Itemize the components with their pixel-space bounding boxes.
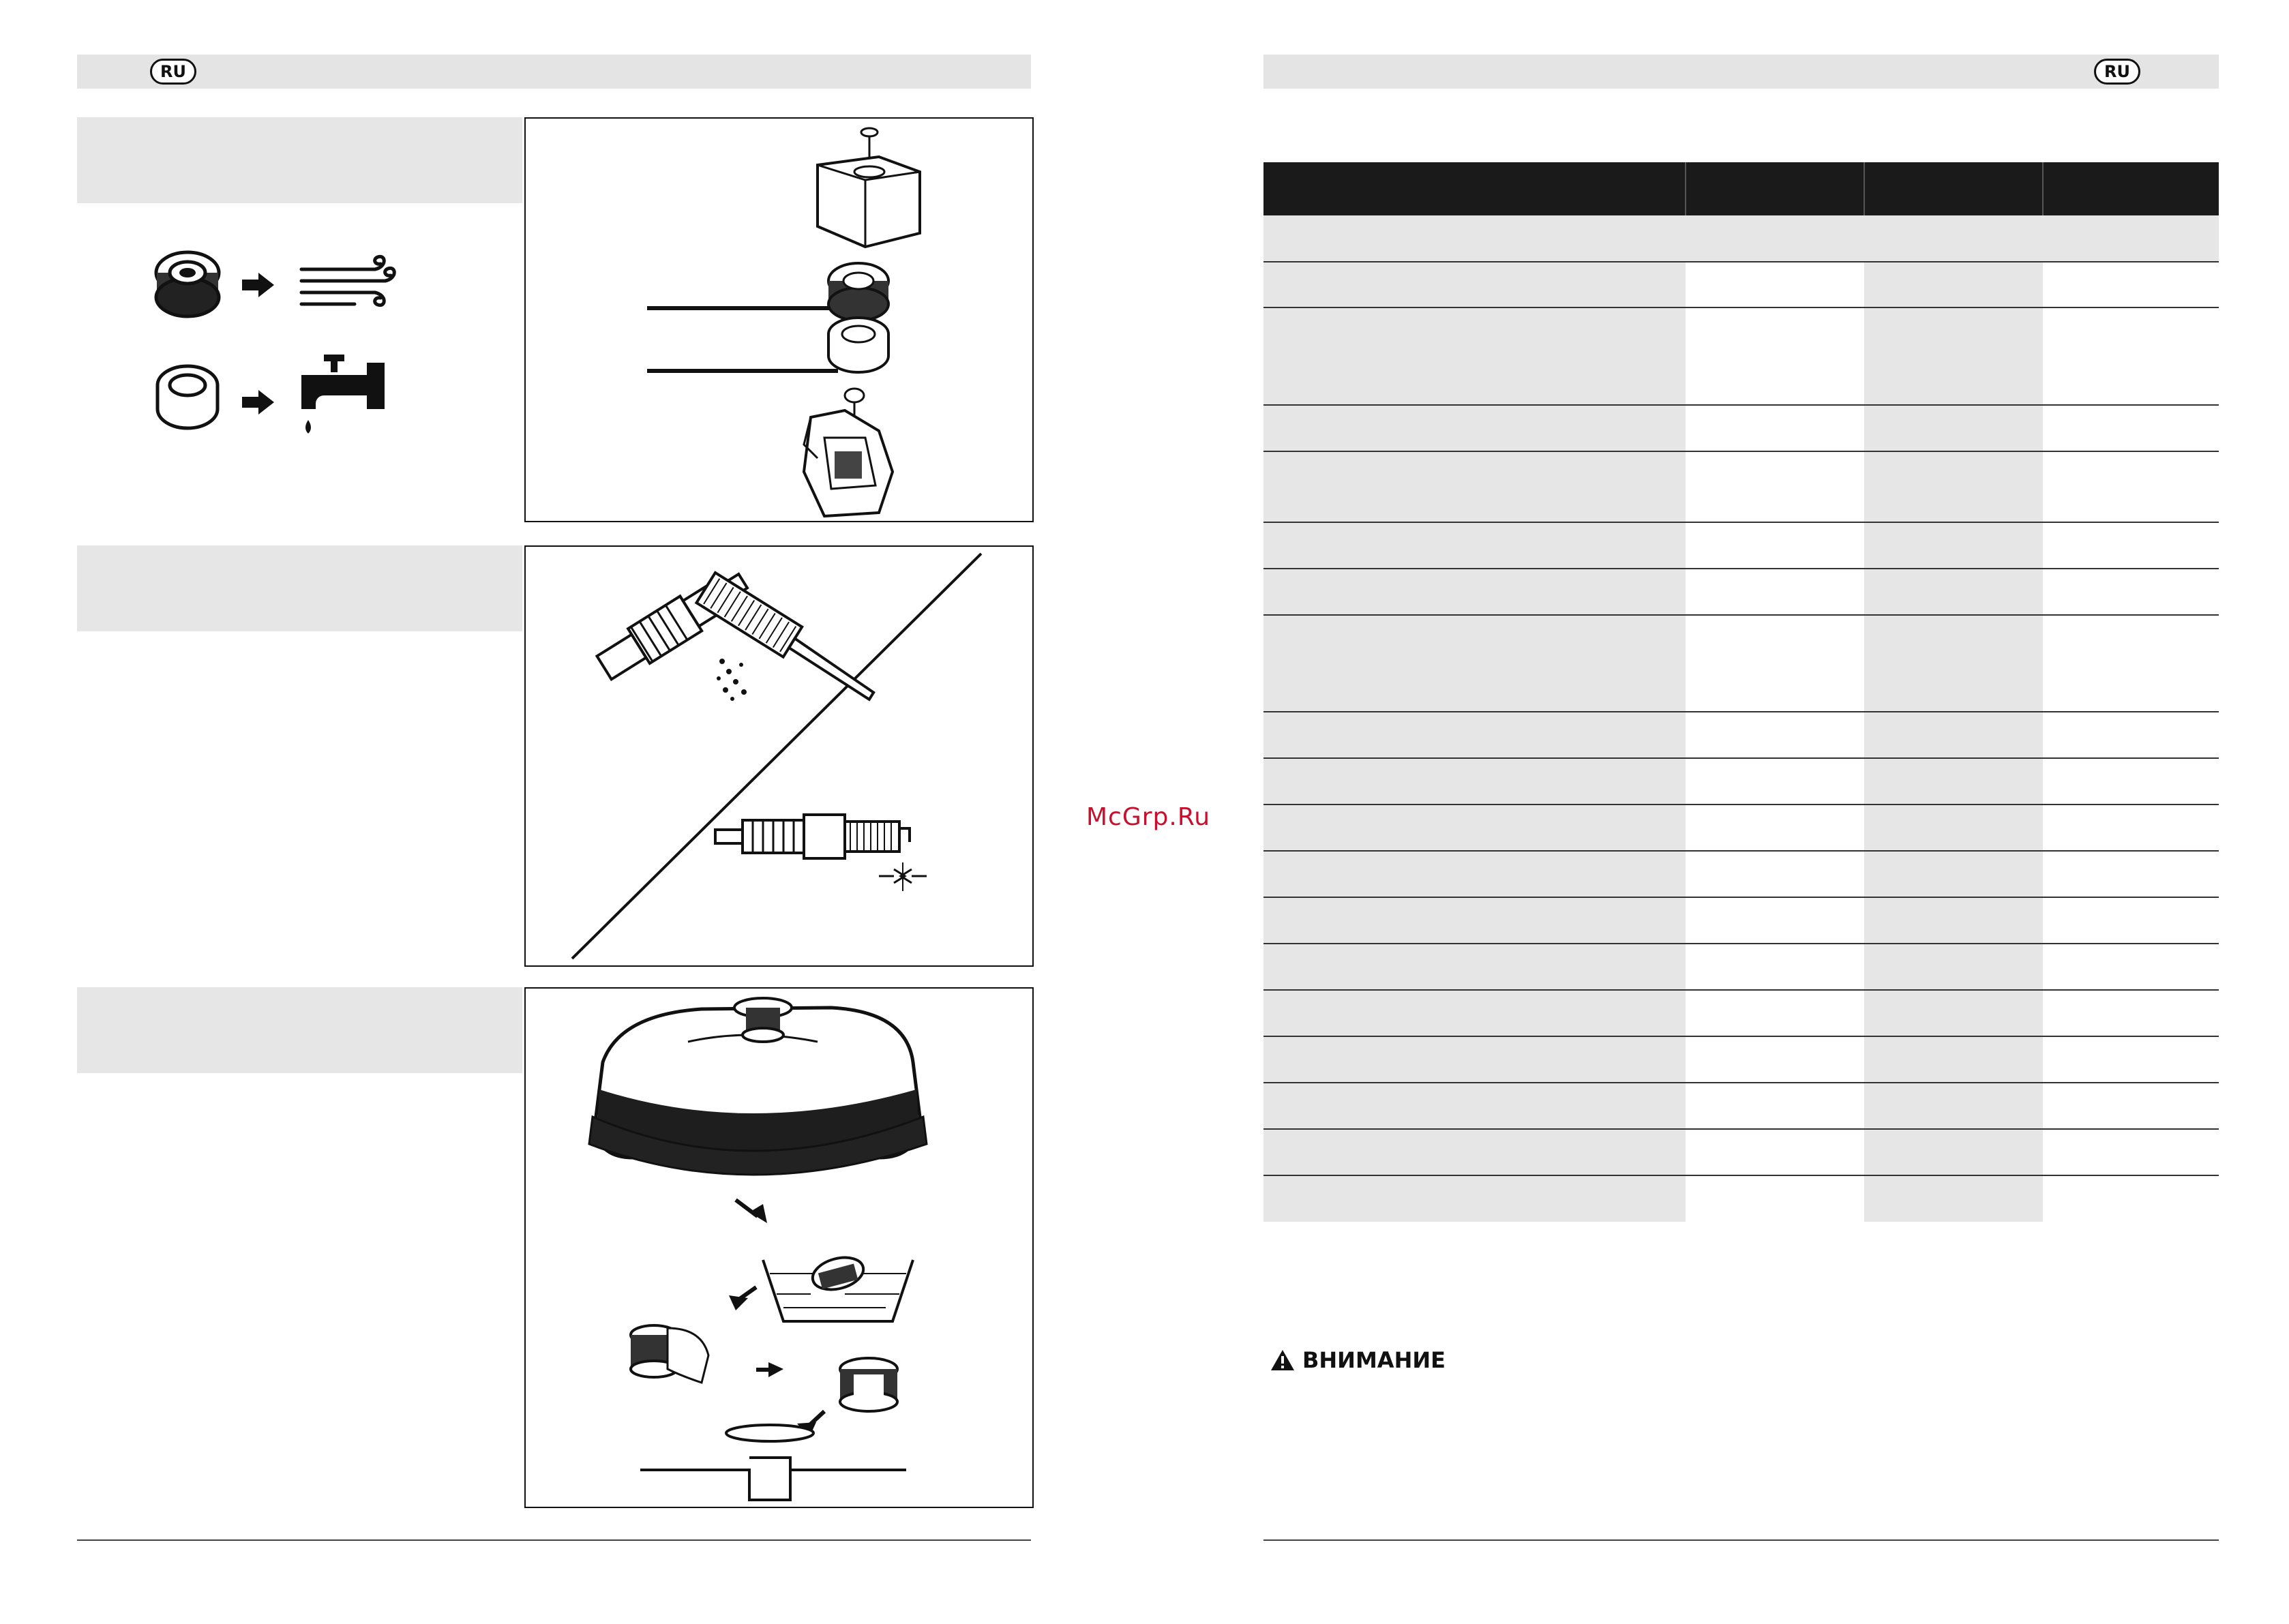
right-bottom-rule [1263, 1539, 2219, 1541]
table-row [1263, 569, 2219, 615]
table-row [1263, 1129, 2219, 1175]
table-row [1263, 1175, 2219, 1222]
table-row [1263, 990, 2219, 1036]
table-row [1263, 805, 2219, 851]
table-row [1263, 1083, 2219, 1129]
maintenance-schedule-table [1263, 162, 2219, 1222]
air-filter-exploded-diagram [524, 117, 1034, 522]
table-header-row [1263, 162, 2219, 215]
table-row [1263, 1036, 2219, 1083]
water-tap-icon [301, 355, 385, 434]
filter-cleaning-icons [150, 245, 423, 450]
right-header-bar [1263, 55, 2219, 89]
table-row [1263, 897, 2219, 944]
foam-filter-icon [158, 366, 218, 428]
table-row [1263, 522, 2219, 569]
table-header-cell [1864, 162, 2043, 215]
paper-filter-icon [156, 252, 219, 316]
table-row [1263, 405, 2219, 451]
left-header-bar [77, 55, 1031, 89]
spark-plug-diagram [524, 545, 1034, 967]
warning-heading [1270, 1347, 1446, 1373]
arrow-right-icon [242, 273, 274, 297]
left-bottom-rule [77, 1539, 1031, 1541]
table-row [1263, 307, 2219, 405]
left-language-badge: RU [150, 59, 196, 85]
table-header-cell [1686, 162, 1864, 215]
air-filter-heading-box [77, 117, 522, 203]
spark-plug-heading-box [77, 545, 522, 631]
table-row [1263, 451, 2219, 522]
table-header-cell [2043, 162, 2219, 215]
fuel-strainer-diagram [524, 987, 1034, 1508]
table-row [1263, 615, 2219, 712]
arrow-right-icon [242, 390, 274, 415]
warning-triangle-icon [1270, 1349, 1296, 1372]
table-row [1263, 944, 2219, 990]
right-language-badge: RU [2094, 59, 2140, 85]
fuel-filter-heading-box [77, 987, 522, 1073]
table-row [1263, 262, 2219, 307]
table-row [1263, 712, 2219, 758]
warning-label: ВНИМАНИЕ [1302, 1347, 1446, 1373]
watermark-text: McGrp.Ru [1086, 803, 1211, 831]
air-blow-icon [301, 256, 394, 305]
table-row [1263, 851, 2219, 897]
table-header-cell [1263, 162, 1686, 215]
table-row [1263, 758, 2219, 805]
table-row [1263, 215, 2219, 262]
